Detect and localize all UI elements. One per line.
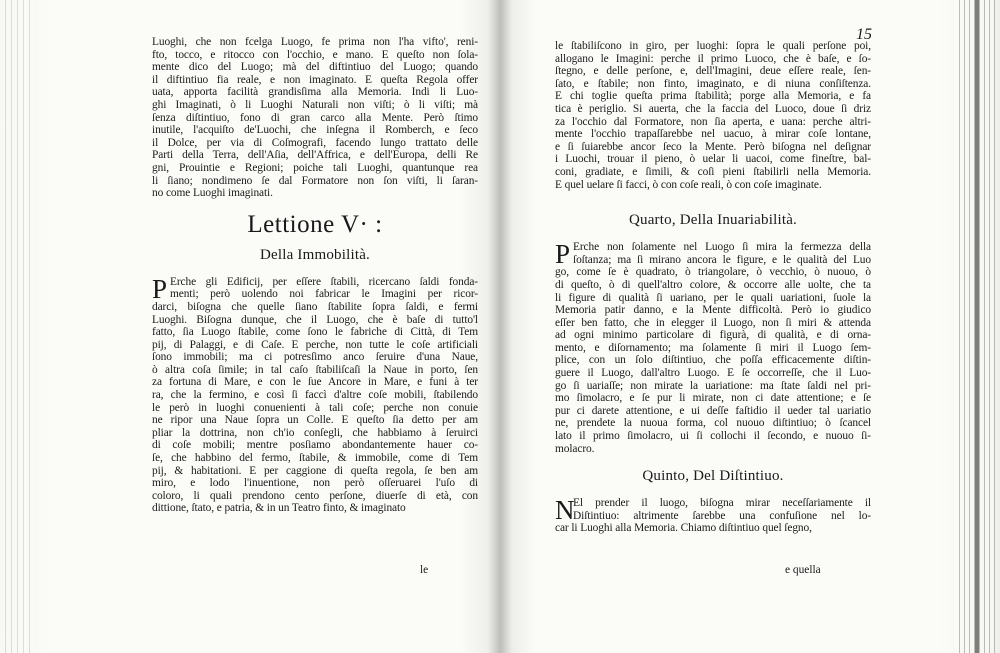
text-line: pij, di Palaggi, e di Caſe. E perche, non tutte le coſe artificiali [152, 338, 478, 351]
section-title-distintiuo: Quinto, Del Diſtintiuo. [642, 468, 784, 485]
text-line: pur ci darete attentione, e ui deſſe faſtidio il ueder tal uariatio [555, 404, 871, 417]
text-line: ne, prendete la nuoua forma, col nuouo diſtintiuo; ò ſcancel [555, 417, 871, 430]
text-line: tica è periglio. Si auerta, che la faccia del Luoco, doue ſi driz [555, 102, 871, 115]
text-line: mente dico del Luogo; mà del diftintiuo del Luogo; quando [152, 61, 478, 74]
book-gutter [488, 0, 512, 653]
left-text-column [152, 36, 478, 515]
text-line: li ſiano; nondimeno ſe dal Formatore non ſon viſti, li ſaran- [152, 174, 478, 187]
text-line: go, come ſe è quadrato, ò triangolare, ò vecchio, ò nuouo, ò [555, 266, 871, 279]
text-line: li figure di qualità ſi uariano, per le quali uariationi, ſuole la [555, 291, 871, 304]
text-line: ad ogni minimo particolare di figurà, di qualità, e di orna- [555, 329, 871, 342]
chapter-title: Lettione V· : [247, 210, 383, 238]
text-line: E chi toglie queſta prima ſtabilità; porge alla Memoria, e fa [555, 90, 871, 103]
text-line: gni, Prouintie e Regioni; poiche tali Luoghi, quantunque rea [152, 161, 478, 174]
text-line: di queſto, ò di quell'altro colore, & occorre alle uolte, che ta [555, 278, 871, 291]
text-line: menti; però uolendo noi fabricar le Imagini per ricor- [170, 288, 478, 301]
text-line: dittione, ſtato, e patria, & in un Teatro finto, & imaginato [152, 502, 406, 515]
text-line: El prender il luogo, biſogna mirar neceſſariamente il [573, 497, 871, 510]
text-line: go ſi uariaſſe; non mirate la uariatione: ma ſtate ſaldi nel pri- [555, 379, 871, 392]
text-line: inutile, l'acquiſto de'Luochi, che inſegna il Romberch, e ſeco [152, 124, 478, 137]
left-top-paragraph [152, 36, 478, 200]
immobilita-paragraph [152, 273, 478, 515]
section-title-immobilita: Della Immobilità. [259, 246, 371, 263]
text-line: ò altra coſa ſimile; in tal caſo ſtabiliſcaſi la Naue in porto, ſen [152, 363, 478, 376]
text-line: za fortuna di Mare, e con le ſue Ancore in Mare, e funi à ter [152, 376, 478, 389]
text-line: allogano le Imagini: perche il primo Luoco, che è baſe, e ſo- [555, 52, 871, 65]
text-line: fatto, ſia Luogo ſtabile, come ſono le fabriche di Città, di Tem [152, 326, 478, 339]
text-line: miro, e lodo l'inuentione, non però oſſeruarei l'uſo di [152, 477, 478, 490]
left-book-edge [0, 0, 34, 653]
text-line: ſe, che habbino del fermo, ſtabile, & immobile, come di Tem [152, 452, 478, 465]
text-line: Luoghi. Biſogna dunque, che il Luogo, che è baſe di tutto'l [152, 313, 478, 326]
dropcap-p: P [152, 273, 168, 304]
section-title-inuariabilita: Quarto, Della Inuariabilità. [628, 212, 798, 229]
text-line: ghi Imaginati, ò li Luoghi Naturali non viſti; ò li viſti; mà [152, 98, 478, 111]
text-line: E quel uelare ſi facci, ò con coſe reali, ò con coſe imaginate. [555, 178, 822, 191]
text-line: uata, apporta facilità grandisſima alla Memoria. Indi li Luo- [152, 86, 478, 99]
text-line: il diftintiuo fia reale, e non imaginato. E queſta Regola offer [152, 73, 478, 86]
dropcap-p-right: P [555, 239, 571, 270]
text-line: coloro, li quali prendono cento perſone, diuerſe di età, con [152, 489, 478, 502]
text-line: Memoria patir danno, e la Mente difficoltà. Però io giudico [555, 304, 871, 317]
text-line: car li Luoghi alla Memoria. Chiamo diſtintiuo quel ſegno, [555, 522, 812, 535]
distintiuo-paragraph [555, 497, 871, 535]
text-line: za l'occhio dal Formatore, non ſia aperta, e uana: perche altri- [555, 115, 871, 128]
text-line: darci, biſogna che quelle ſiano ſtabilite ſopra ſaldi, e fermi [152, 300, 478, 313]
text-line: fto, tocco, e ritocco con l'occhio, e mano. E queſto non ſola- [152, 48, 478, 61]
text-line: ne ripor una Naue ſopra un Colle. E queſto ſia detto per am [152, 414, 478, 427]
text-line: Erche gli Edificij, per eſſere ſtabili, ricercano ſaldi fonda- [170, 275, 478, 288]
text-line: Diſtintiuo: altrimente ſarebbe una confuſione nel lo- [573, 509, 871, 522]
text-line: mento, e diſornamento; ma ſolamente ſi miri il Luogo ſem- [555, 341, 871, 354]
right-edge-shadow [975, 0, 979, 653]
text-line: pliar la dottrina, non ch'io conſegli, che habbiamo à ſeruirci [152, 426, 478, 439]
text-line: coni, gradiate, e ſimili, & coſi pieni ſtabilirli nella Memoria. [555, 165, 871, 178]
text-line: i Luochi, trouar il pieno, ò uelar li uacoi, come fineſtre, bal- [555, 153, 871, 166]
text-line: di coſe mobili; mentre posſiamo abondantemente hauer co- [152, 439, 478, 452]
text-line: ſono immobili; ma ci potresſimo anco ſeruire d'una Naue, [152, 351, 478, 364]
text-line: no come Luoghi imaginati. [152, 187, 273, 200]
text-line: mente l'occhio trapaſſarebbe nel uacuo, à mirar coſe lontane, [555, 128, 871, 141]
text-line: ſtegno, e delle perſone, e, dell'Imagini, deue eſſere reale, ſen- [555, 65, 871, 78]
right-top-paragraph [555, 40, 871, 191]
text-line: Luoghi, che non fcelga Luogo, fe prima non l'ha vifto', reni- [152, 36, 478, 48]
text-line: ſoſtanza; ma ſi mirano ancora le figure, e le qualità del Luo [573, 253, 871, 266]
text-line: Erche non ſolamente nel Luogo ſi mira la fermezza della [573, 241, 871, 254]
catchword-left: le [420, 564, 429, 576]
catchword-right: e quella [785, 564, 821, 576]
text-line: mo ſimolacro, e ſe pur li mirate, non ci date attentione; e ſe [555, 392, 871, 405]
text-line: le però in luoghi conuenienti à tali coſe; perche non conuie [152, 401, 478, 414]
text-line: ſato, e ſtabile; non finto, imaginato, e di niuna conſiſtenza. [555, 77, 871, 90]
text-line: Parti della Terra, dell'Aſia, dell'Affrica, e dell'Europa, delli Re [152, 149, 478, 162]
text-line: plice, con un ſolo diſtintiuo, che poſſa efficacemente diſtin- [555, 354, 871, 367]
inuariabilita-paragraph [555, 241, 871, 455]
text-line: ra, che la fermino, e così ſi faccì d'altre coſe mobili, ſtabilendo [152, 389, 478, 402]
text-line: guere il Luogo, dall'altro Luogo. E ſe occorreſſe, che il Luo- [555, 367, 871, 380]
text-line: le ſtabiliſcono in giro, per luoghi: ſopra le quali perſone poi, [555, 40, 871, 52]
dropcap-n: N [555, 495, 575, 526]
text-line: e ſi ſuiarebbe ancor ſeco la Mente. Però biſogna nel deſignar [555, 140, 871, 153]
text-line: pij, & habitationi. E per caggione di queſta regola, ſe ben am [152, 464, 478, 477]
page-number: 15 [856, 26, 872, 43]
text-line: ſenza diſtintiuo, fono di gran carco alla Mente. Però ſtimo [152, 111, 478, 124]
text-line: lato il primo ſimolacro, ui ſi collochi il ſecondo, e nuouo ſi- [555, 430, 871, 443]
right-text-column [555, 40, 871, 535]
text-line: eſſer ben fatto, che in elegger il Luogo, non ſi miri & attenda [555, 316, 871, 329]
text-line: molacro. [555, 442, 595, 455]
text-line: il Dolce, per via di Coſmografi, facendo lungo trattato delle [152, 136, 478, 149]
